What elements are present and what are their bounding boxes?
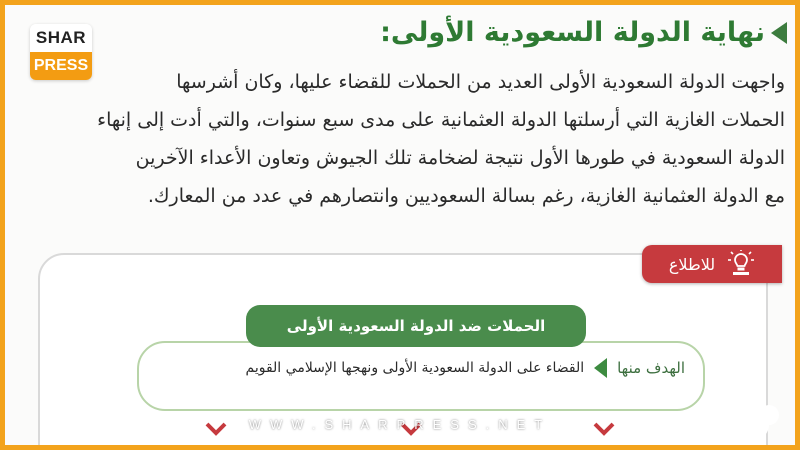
sharpress-logo	[30, 24, 92, 80]
campaigns-banner	[246, 305, 586, 347]
paragraph-line: الحملات الغازية التي أرسلتها الدولة العثمانية على مدى سبع سنوات، والتي أدت إلى إنهاء	[97, 109, 785, 131]
goal-text: القضاء على الدولة السعودية الأولى ونهجها الإسلامي القويم	[245, 360, 585, 376]
campaigns-title: الحملات ضد الدولة السعودية الأولى	[286, 317, 546, 335]
goal-row	[246, 358, 685, 378]
site-watermark: WWW.SHARPRESS.NET	[248, 417, 552, 432]
paragraph-line: مع الدولة العثمانية الغازية، رغم بسالة السعوديين وانتصارهم في عدد من المعارك.	[147, 185, 785, 207]
info-tab-label: للاطلاع	[668, 254, 716, 274]
lamp-icon	[727, 250, 755, 278]
paragraph-line: واجهت الدولة السعودية الأولى العديد من الحملات للقضاء عليها، وكان أشرسها	[176, 71, 785, 93]
textbook-page	[5, 5, 795, 445]
logo-top-text: SHAR	[30, 24, 92, 52]
heading-title: نهاية الدولة السعودية الأولى:	[380, 17, 765, 48]
goal-label: الهدف منها	[617, 359, 685, 377]
info-tab	[642, 245, 782, 283]
body-paragraph	[25, 63, 785, 215]
paragraph-line: الدولة السعودية في طورها الأول نتيجة لضخامة تلك الجيوش وتعاون الأعداء الآخرين	[135, 147, 785, 169]
logo-bottom-text: PRESS	[30, 52, 92, 80]
heading-arrow-icon	[771, 22, 787, 44]
quote-icon	[725, 393, 789, 443]
section-heading	[380, 17, 787, 48]
goal-arrow-icon	[594, 358, 607, 378]
